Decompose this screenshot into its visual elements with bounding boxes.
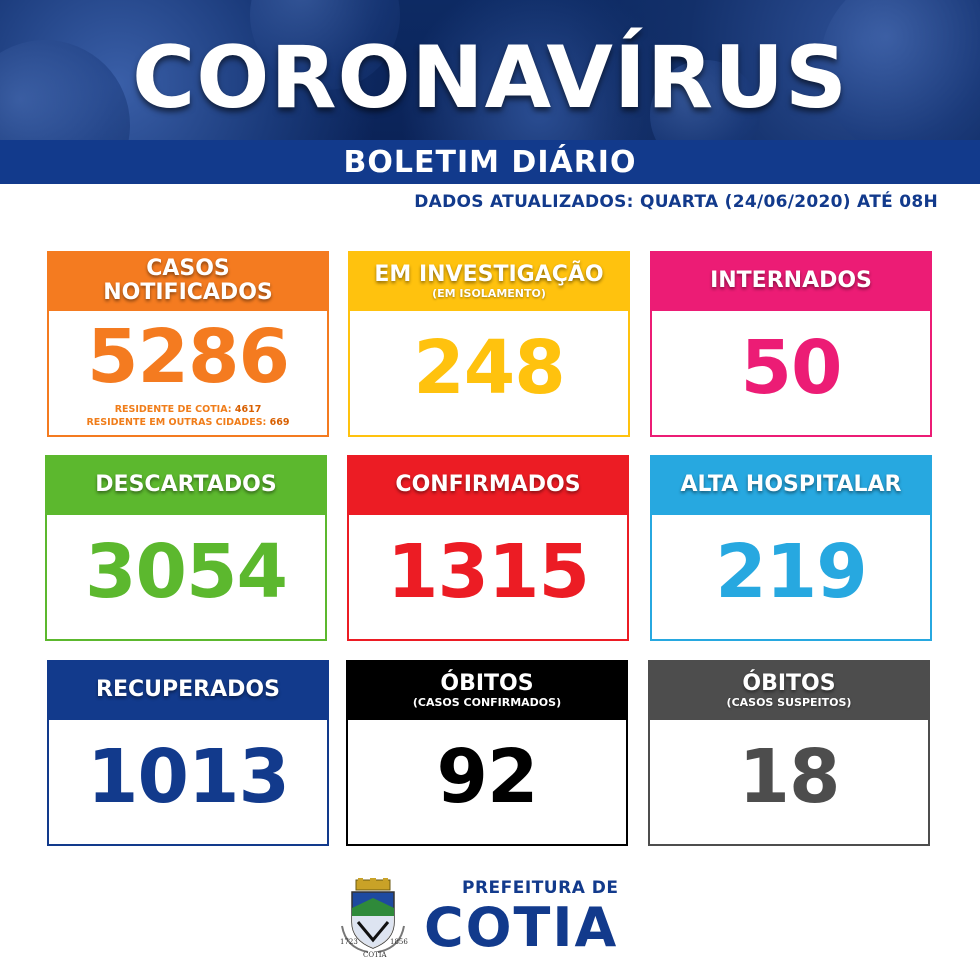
prefeitura-logo bbox=[338, 874, 648, 964]
card-header bbox=[47, 251, 329, 311]
card-value: 219 bbox=[715, 529, 867, 615]
card-header bbox=[47, 660, 329, 720]
card-title: INTERNADOS bbox=[710, 268, 872, 293]
crest-name: COTIA bbox=[363, 951, 387, 958]
city-name: COTIA bbox=[424, 896, 619, 959]
card-title: DESCARTADOS bbox=[95, 472, 277, 497]
card-header bbox=[45, 455, 327, 515]
card-value: 1013 bbox=[87, 734, 289, 820]
card-header bbox=[650, 251, 932, 311]
crest-year-right: 1856 bbox=[390, 938, 408, 946]
card-confirmados bbox=[347, 455, 629, 641]
update-timestamp: DADOS ATUALIZADOS: QUARTA (24/06/2020) ATÉ 08H bbox=[414, 192, 938, 212]
card-obitos-suspeitos bbox=[648, 660, 930, 846]
card-notes bbox=[49, 403, 327, 429]
bulletin-subtitle: BOLETIM DIÁRIO bbox=[0, 140, 980, 184]
card-title: CONFIRMADOS bbox=[395, 472, 581, 497]
card-title: NOTIFICADOS bbox=[103, 280, 273, 305]
card-title: RECUPERADOS bbox=[96, 677, 280, 702]
note-label: RESIDENTE DE COTIA: bbox=[114, 404, 232, 415]
card-title: ALTA HOSPITALAR bbox=[680, 472, 902, 497]
note-value: 4617 bbox=[234, 404, 262, 415]
card-value: 1315 bbox=[387, 529, 589, 615]
card-title: CASOS bbox=[146, 256, 230, 281]
card-value: 248 bbox=[413, 325, 565, 411]
note-value: 669 bbox=[269, 417, 290, 428]
card-recuperados bbox=[47, 660, 329, 846]
card-em-investigacao bbox=[348, 251, 630, 437]
card-subtitle: (EM ISOLAMENTO) bbox=[432, 286, 546, 300]
card-title: EM INVESTIGAÇÃO bbox=[374, 261, 604, 287]
card-subtitle: (CASOS CONFIRMADOS) bbox=[412, 695, 562, 709]
card-alta-hospitalar bbox=[650, 455, 932, 641]
note-label: RESIDENTE EM OUTRAS CIDADES: bbox=[86, 417, 267, 428]
card-value: 5286 bbox=[87, 314, 289, 400]
page-title: CORONAVÍRUS bbox=[132, 28, 848, 128]
prefeitura-label: PREFEITURA DE bbox=[462, 878, 619, 898]
card-subtitle: (CASOS SUSPEITOS) bbox=[726, 695, 852, 709]
card-header bbox=[347, 455, 629, 515]
card-title: ÓBITOS bbox=[742, 670, 836, 696]
card-header bbox=[346, 660, 628, 720]
card-value: 50 bbox=[740, 325, 842, 411]
card-header bbox=[650, 455, 932, 515]
card-casos-notificados bbox=[47, 251, 329, 437]
card-header bbox=[348, 251, 630, 311]
header-banner bbox=[0, 0, 980, 140]
card-header bbox=[648, 660, 930, 720]
card-value: 3054 bbox=[85, 529, 287, 615]
card-value: 92 bbox=[436, 734, 538, 820]
card-internados bbox=[650, 251, 932, 437]
crest-year-left: 1723 bbox=[340, 938, 358, 946]
card-title: ÓBITOS bbox=[440, 670, 534, 696]
card-descartados bbox=[45, 455, 327, 641]
city-crest-icon bbox=[338, 878, 408, 958]
card-obitos-confirmados bbox=[346, 660, 628, 846]
card-value: 18 bbox=[738, 734, 840, 820]
